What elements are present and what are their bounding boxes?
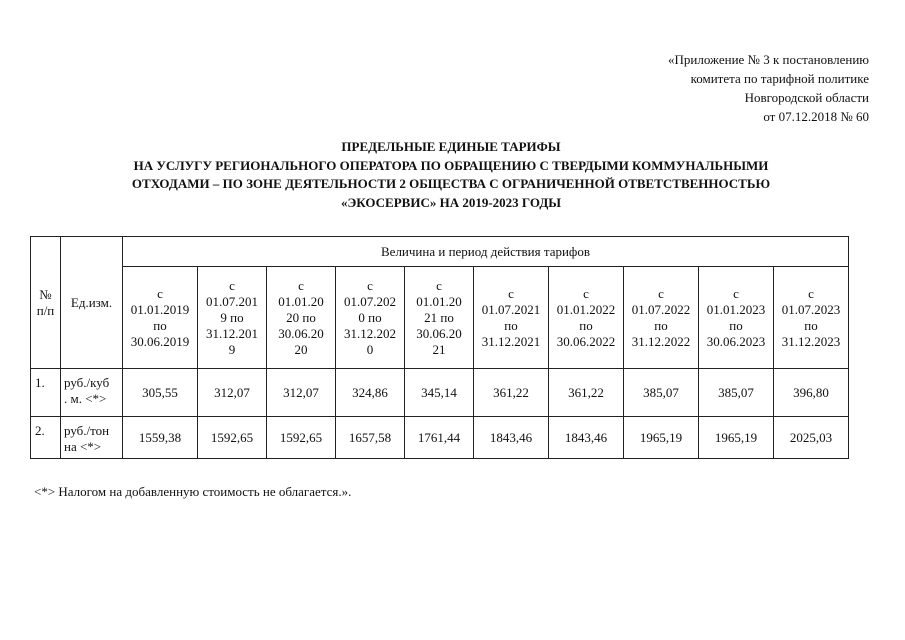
tariff-value: 345,14 — [405, 369, 474, 417]
tariff-value: 361,22 — [474, 369, 549, 417]
period-header: с 01.07.201 9 по 31.12.201 9 — [198, 267, 267, 369]
appendix-line: Новгородской области — [744, 90, 869, 105]
appendix-line: комитета по тарифной политике — [690, 71, 869, 86]
period-header: с 01.01.2023 по 30.06.2023 — [699, 267, 774, 369]
row-number: 1. — [31, 369, 61, 417]
tariff-value: 1657,58 — [336, 417, 405, 459]
document-title — [40, 138, 862, 212]
row-unit: руб./тон на <*> — [61, 417, 123, 459]
period-header: с 01.07.2021 по 31.12.2021 — [474, 267, 549, 369]
title-line: ОТХОДАМИ – ПО ЗОНЕ ДЕЯТЕЛЬНОСТИ 2 ОБЩЕСТВА С ОГРАНИЧЕННОЙ ОТВЕТСТВЕННОСТЬЮ — [131, 176, 771, 191]
tariff-value: 312,07 — [198, 369, 267, 417]
tariff-table — [30, 236, 849, 459]
header-number: № п/п — [31, 237, 61, 369]
tariff-value: 1592,65 — [198, 417, 267, 459]
header-unit: Ед.изм. — [61, 237, 123, 369]
tariff-value: 305,55 — [123, 369, 198, 417]
tariff-value: 396,80 — [774, 369, 849, 417]
title-line: ПРЕДЕЛЬНЫЕ ЕДИНЫЕ ТАРИФЫ — [341, 139, 561, 154]
period-header: с 01.07.2023 по 31.12.2023 — [774, 267, 849, 369]
period-header: с 01.07.202 0 по 31.12.202 0 — [336, 267, 405, 369]
tariff-value: 2025,03 — [774, 417, 849, 459]
row-unit: руб./куб . м. <*> — [61, 369, 123, 417]
period-header: с 01.01.20 21 по 30.06.20 21 — [405, 267, 474, 369]
row-number: 2. — [31, 417, 61, 459]
appendix-line: «Приложение № 3 к постановлению — [668, 52, 869, 67]
tariff-value: 1559,38 — [123, 417, 198, 459]
tariff-value: 1965,19 — [699, 417, 774, 459]
appendix-reference — [549, 50, 869, 126]
tariff-value: 1843,46 — [474, 417, 549, 459]
period-header: с 01.01.20 20 по 30.06.20 20 — [267, 267, 336, 369]
period-header: с 01.07.2022 по 31.12.2022 — [624, 267, 699, 369]
table-row — [31, 417, 849, 459]
header-tariff-period-group: Величина и период действия тарифов — [123, 237, 849, 267]
footnote: <*> Налогом на добавленную стоимость не облагается.». — [34, 484, 352, 499]
tariff-value: 385,07 — [699, 369, 774, 417]
tariff-value: 1965,19 — [624, 417, 699, 459]
tariff-value: 312,07 — [267, 369, 336, 417]
table-row — [31, 369, 849, 417]
tariff-value: 1843,46 — [549, 417, 624, 459]
title-line: «ЭКОСЕРВИС» НА 2019-2023 ГОДЫ — [340, 194, 562, 210]
title-line: НА УСЛУГУ РЕГИОНАЛЬНОГО ОПЕРАТОРА ПО ОБРАЩЕНИЮ С ТВЕРДЫМИ КОММУНАЛЬНЫМИ — [133, 157, 769, 173]
tariff-value: 385,07 — [624, 369, 699, 417]
period-header: с 01.01.2019 по 30.06.2019 — [123, 267, 198, 369]
tariff-value: 1761,44 — [405, 417, 474, 459]
tariff-value: 324,86 — [336, 369, 405, 417]
tariff-value: 361,22 — [549, 369, 624, 417]
tariff-value: 1592,65 — [267, 417, 336, 459]
appendix-line: от 07.12.2018 № 60 — [763, 109, 869, 124]
period-header: с 01.01.2022 по 30.06.2022 — [549, 267, 624, 369]
